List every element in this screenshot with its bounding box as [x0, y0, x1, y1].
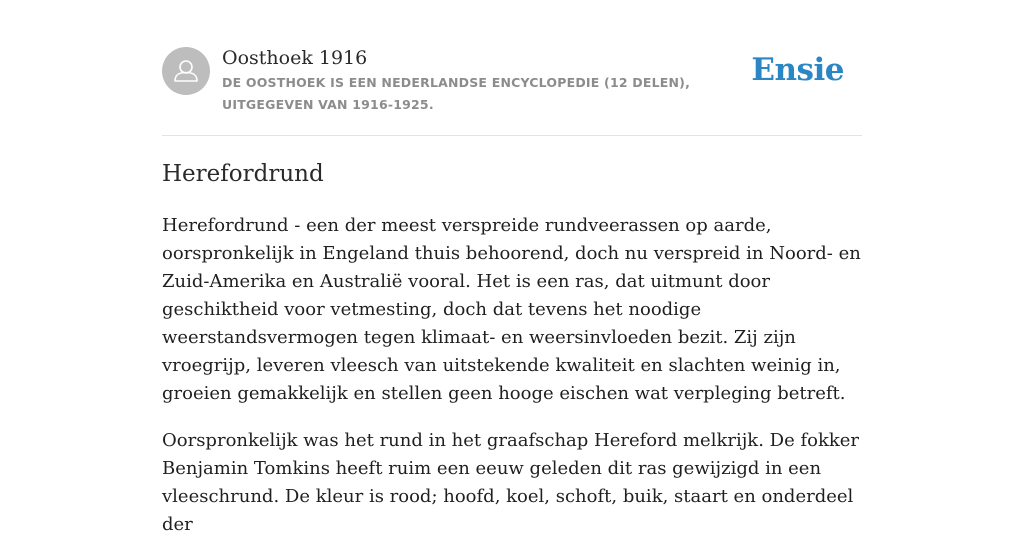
- source-description: DE OOSTHOEK IS EEN NEDERLANDSE ENCYCLOPEDIE (12 DELEN), UITGEGEVEN VAN 1916-1925.: [222, 75, 691, 112]
- article-body: [162, 212, 882, 558]
- article-paragraph: Oorspronkelijk was het rund in het graafschap Hereford melkrijk. De fokker Benjamin Tomkins heeft ruim een eeuw geleden dit ras gewijzigd in een vleeschrund. De kleur is rood; hoofd, koel, schoft, buik, staart en onderdeel der: [162, 430, 860, 535]
- source-avatar[interactable]: [162, 47, 210, 95]
- source-header: [162, 0, 862, 136]
- page-container: [162, 0, 862, 535]
- user-icon: [162, 47, 210, 95]
- article-title: Herefordrund: [162, 161, 324, 187]
- ensie-logo-link[interactable]: Ensie: [751, 52, 844, 88]
- source-title[interactable]: Oosthoek 1916: [222, 47, 368, 69]
- article-paragraph: Herefordrund - een der meest verspreide rundveerassen op aarde, oorspronkelijk in Engeland thuis behoorend, doch nu verspreid in Noord- en Zuid-Amerika en Australië vooral. Het is een ras, dat uitmunt door geschiktheid voor vetmesting, doch dat tevens het noodige weerstandsvermogen tegen klimaat- en weersinvloeden bezit. Zij zijn vroegrijp, leveren vleesch van uitstekende kwaliteit en slachten weinig in, groeien gemakkelijk en stellen geen hooge eischen wat verpleging betreft.: [162, 215, 861, 404]
